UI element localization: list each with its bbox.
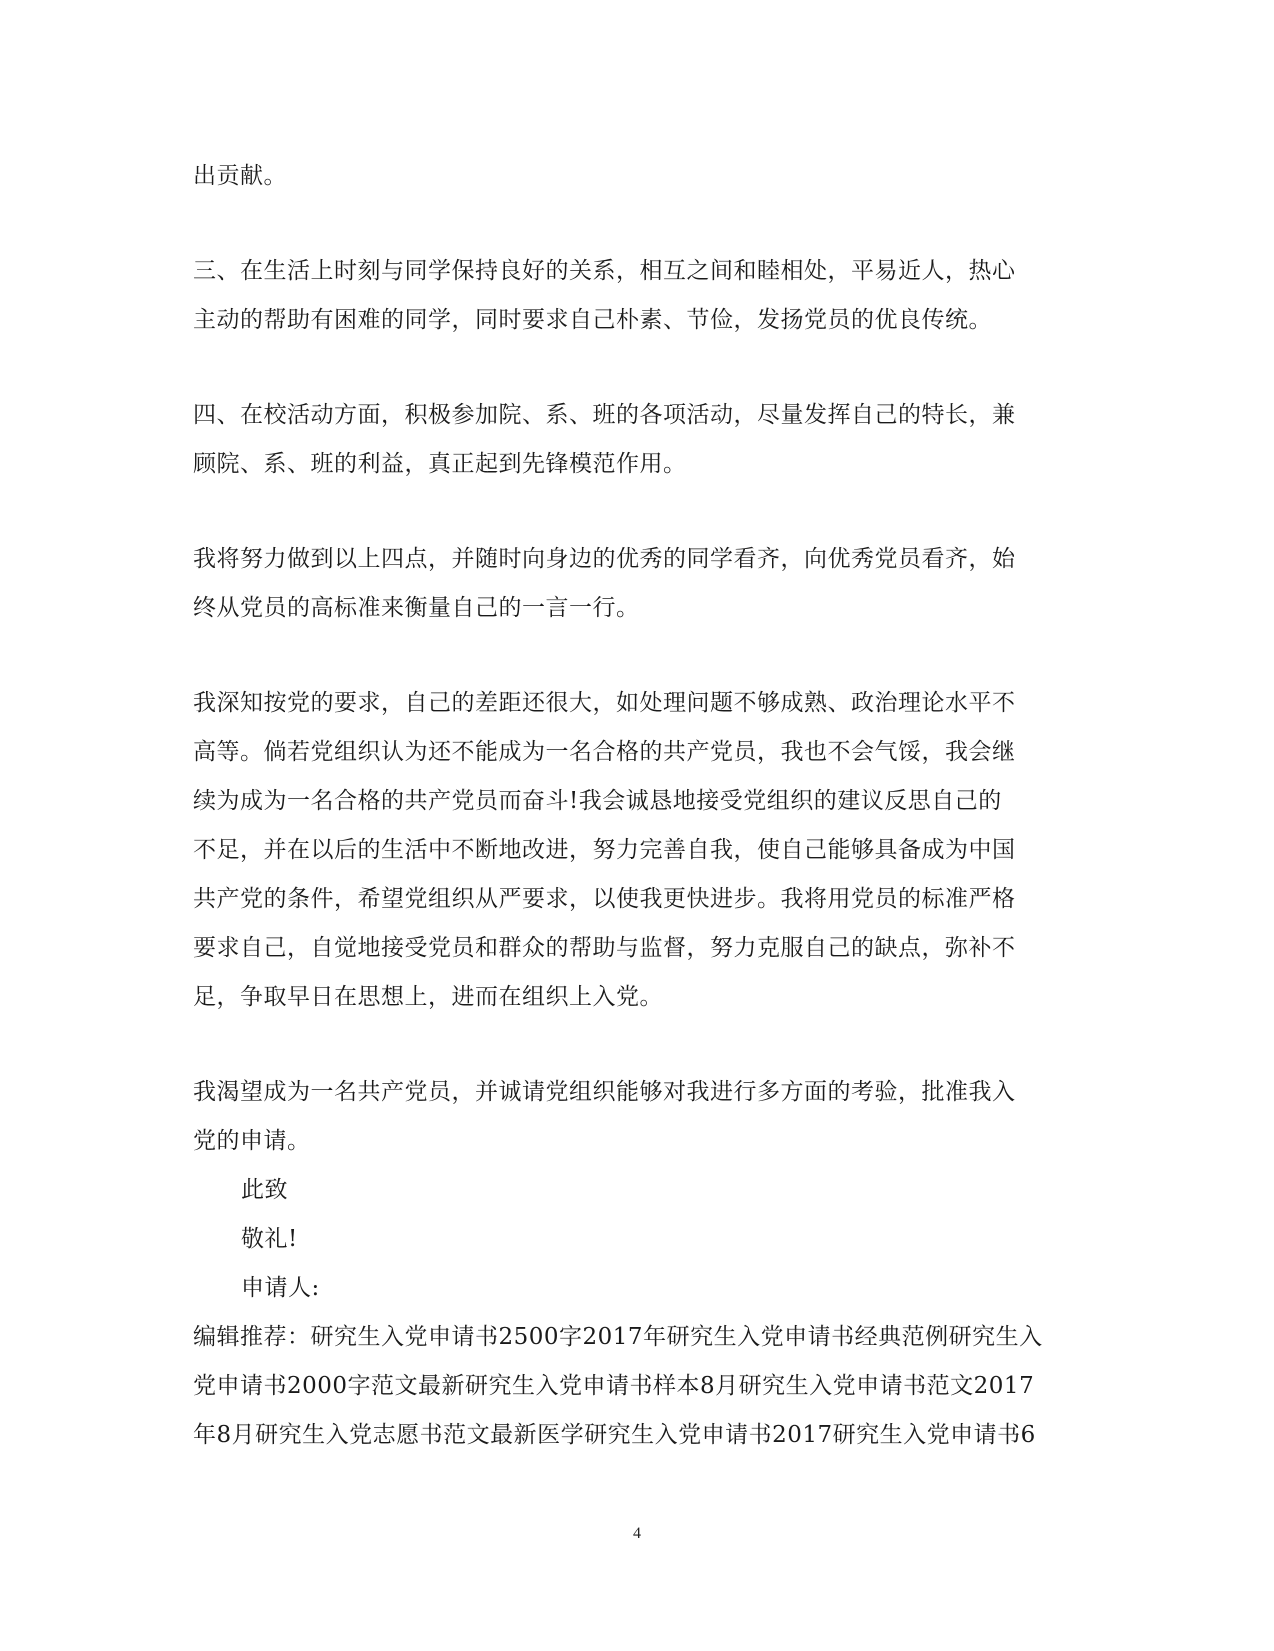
closing-block — [193, 1166, 1073, 1313]
text-line: 党的申请。 — [193, 1128, 311, 1154]
text-line: 足，争取早日在思想上，进而在组织上入党。 — [193, 984, 663, 1010]
text-line: 主动的帮助有困难的同学，同时要求自己朴素、节俭，发扬党员的优良传统。 — [193, 307, 992, 333]
paragraph-4 — [193, 535, 1073, 633]
text-line: 顾院、系、班的利益，真正起到先锋模范作用。 — [193, 451, 687, 477]
paragraph-6 — [193, 1068, 1073, 1166]
recommendation-line: 年8月研究生入党志愿书范文最新医学研究生入党申请书2017研究生入党申请书6 — [193, 1422, 1036, 1448]
paragraph-5 — [193, 679, 1073, 1022]
paragraph-2 — [193, 247, 1073, 345]
recommendation-line: 编辑推荐：研究生入党申请书2500字2017年研究生入党申请书经典范例研究生入 — [193, 1324, 1043, 1350]
text-line: 三、在生活上时刻与同学保持良好的关系，相互之间和睦相处，平易近人，热心 — [193, 258, 1016, 284]
paragraph-3 — [193, 391, 1073, 489]
text-line: 我将努力做到以上四点，并随时向身边的优秀的同学看齐，向优秀党员看齐，始 — [193, 546, 1016, 572]
editor-recommendation — [193, 1313, 1073, 1460]
text-line: 我深知按党的要求，自己的差距还很大，如处理问题不够成熟、政治理论水平不 — [193, 690, 1016, 716]
closing-salutation: 此致 — [241, 1177, 288, 1203]
text-line: 要求自己，自觉地接受党员和群众的帮助与监督，努力克服自己的缺点，弥补不 — [193, 935, 1016, 961]
text-line: 我渴望成为一名共产党员，并诚请党组织能够对我进行多方面的考验，批准我入 — [193, 1079, 1016, 1105]
closing-respect: 敬礼! — [241, 1226, 298, 1252]
text-line: 终从党员的高标准来衡量自己的一言一行。 — [193, 595, 640, 621]
text-line: 高等。倘若党组织认为还不能成为一名合格的共产党员，我也不会气馁，我会继 — [193, 739, 1016, 765]
document-body — [193, 152, 1073, 1460]
text-line: 四、在校活动方面，积极参加院、系、班的各项活动，尽量发挥自己的特长，兼 — [193, 402, 1016, 428]
recommendation-line: 党申请书2000字范文最新研究生入党申请书样本8月研究生入党申请书范文2017 — [193, 1373, 1035, 1399]
page-number: 4 — [633, 1525, 641, 1542]
text-line: 共产党的条件，希望党组织从严要求，以使我更快进步。我将用党员的标准严格 — [193, 886, 1016, 912]
paragraph-1 — [193, 152, 1073, 201]
text-line: 出贡献。 — [193, 163, 287, 189]
applicant-label: 申请人: — [241, 1275, 320, 1301]
text-line: 不足，并在以后的生活中不断地改进，努力完善自我，使自己能够具备成为中国 — [193, 837, 1016, 863]
text-line: 续为成为一名合格的共产党员而奋斗!我会诚恳地接受党组织的建议反思自己的 — [193, 788, 1002, 814]
